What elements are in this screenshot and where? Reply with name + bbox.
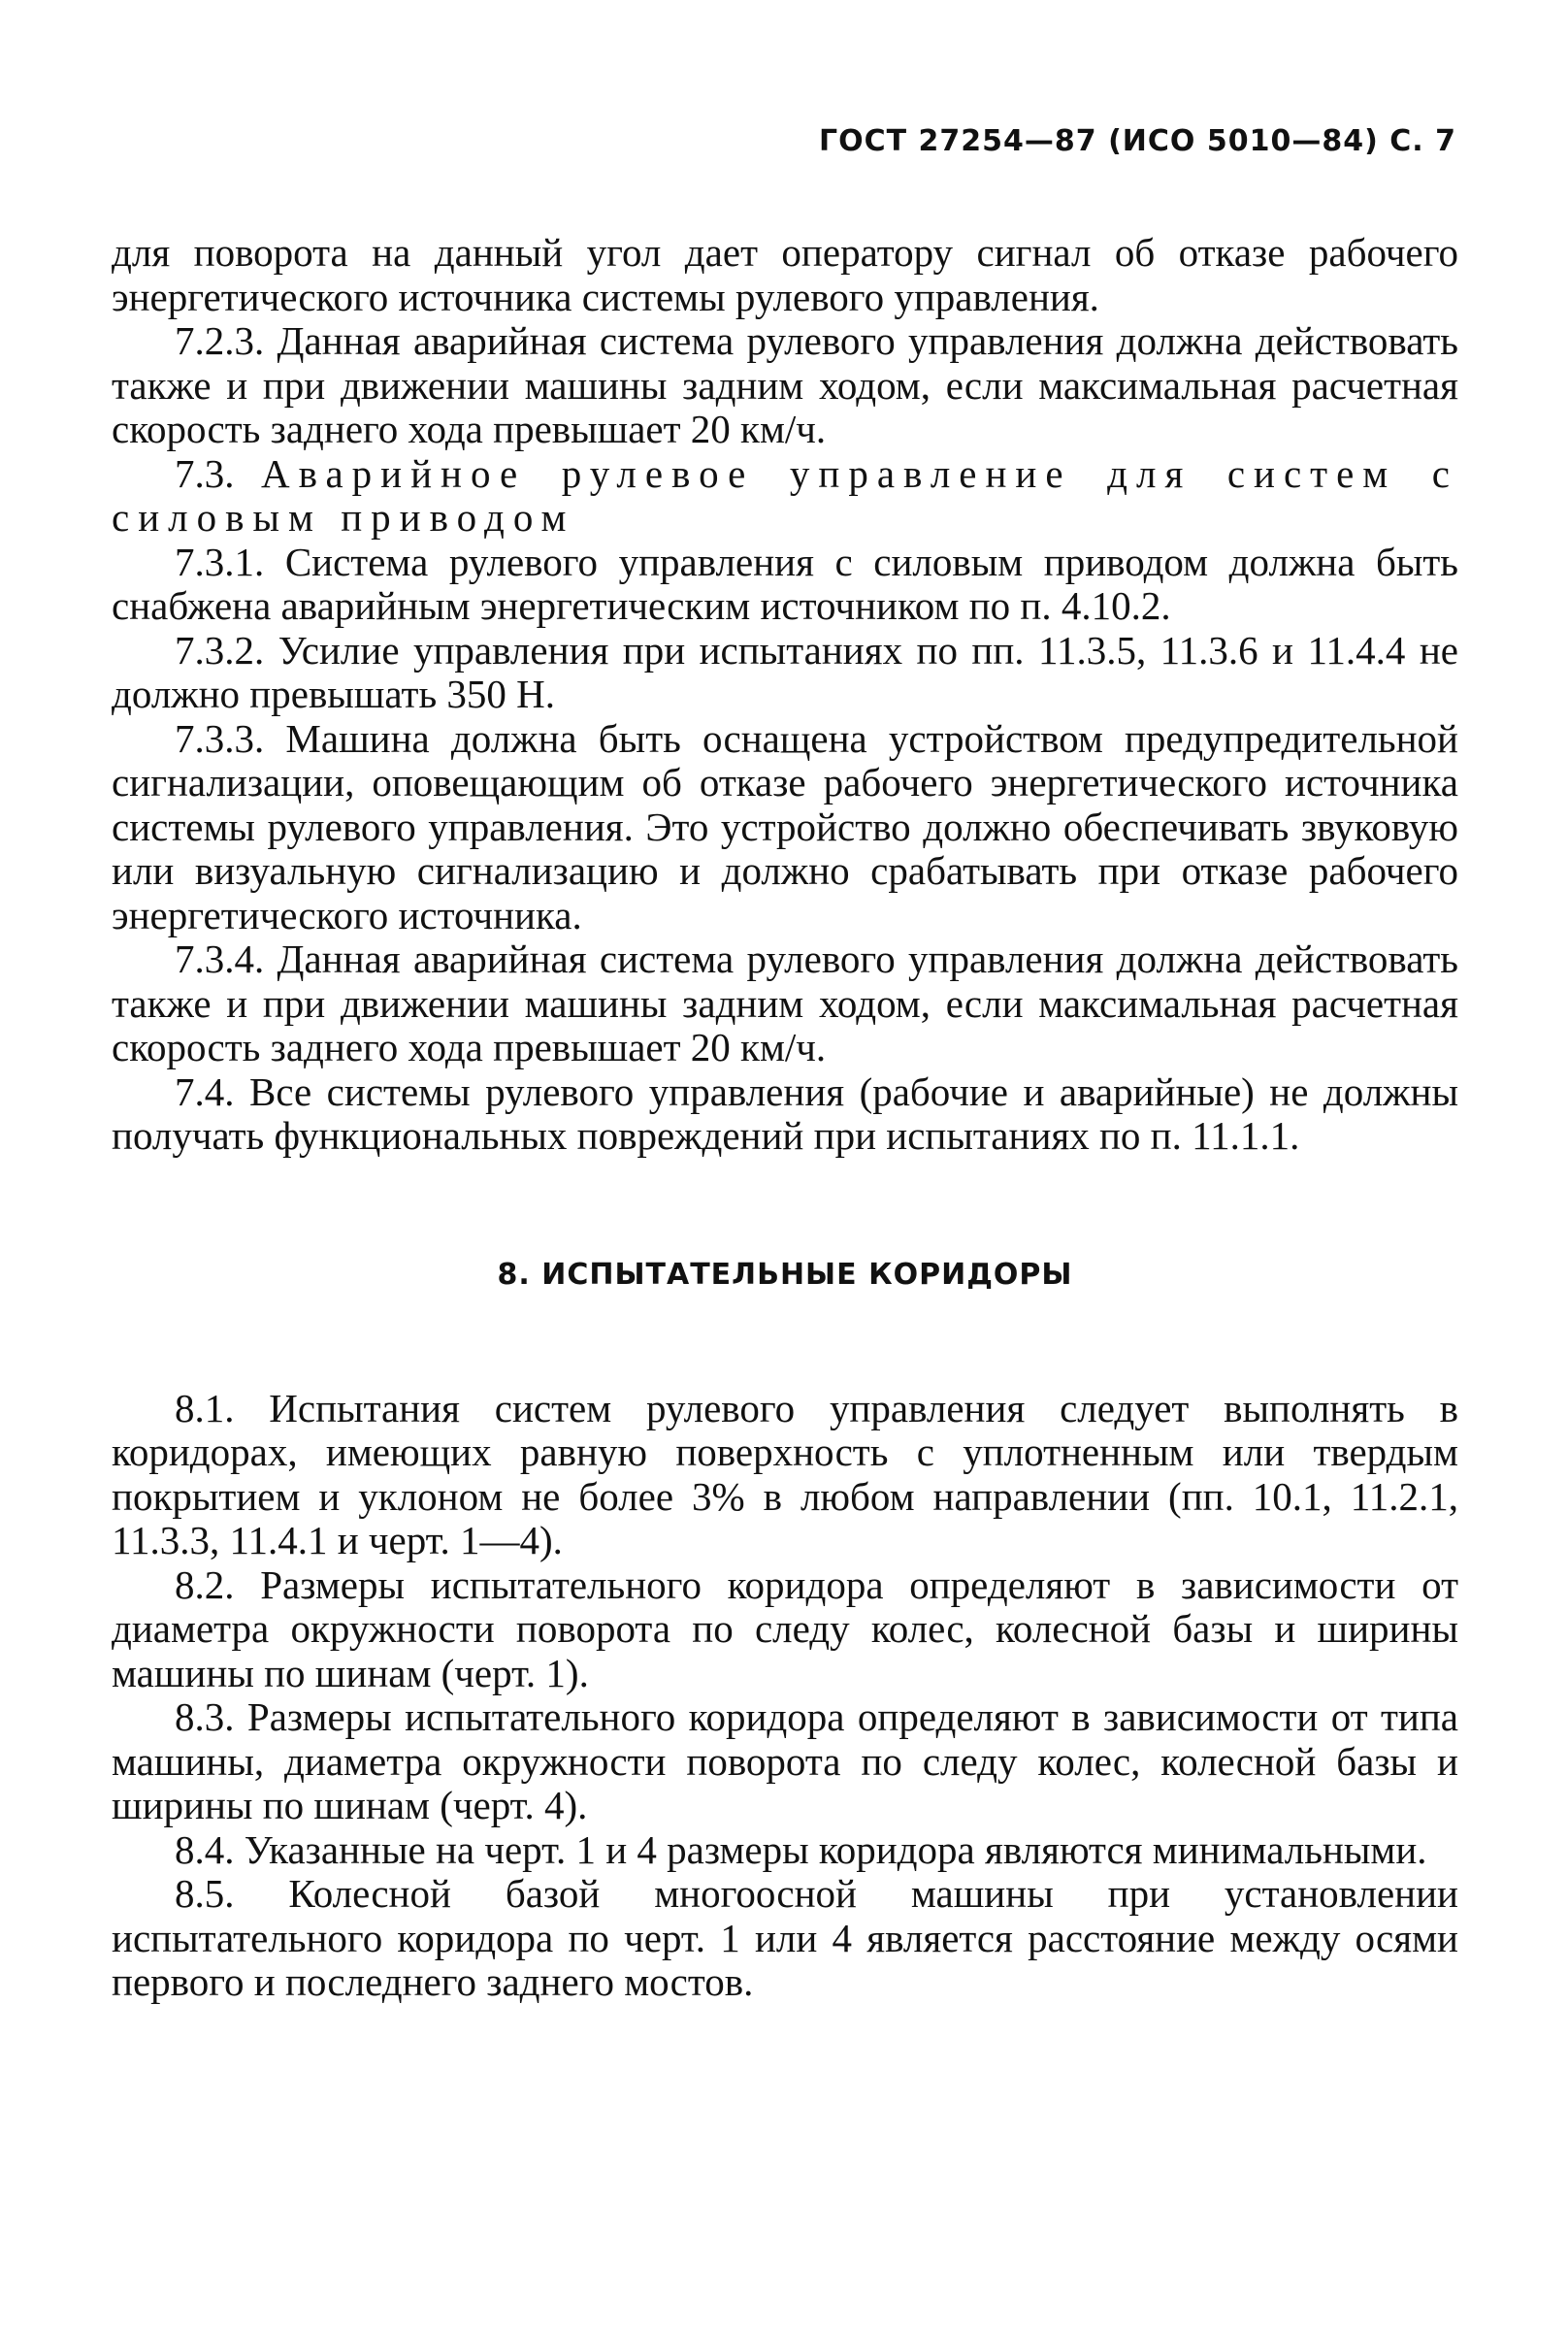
paragraph-8-5: 8.5. Колесной базой многоосной машины при установлении испытательного коридора по черт. 1 или 4 является расстояние между осями первого и последнего заднего мостов.: [112, 1871, 1458, 2004]
section-8-heading: 8. ИСПЫТАТЕЛЬНЫЕ КОРИДОРЫ: [497, 1257, 1073, 1292]
paragraph-7-3-2: 7.3.2. Усилие управления при испытаниях по пп. 11.3.5, 11.3.6 и 11.4.4 не должно превышать 350 Н.: [112, 627, 1458, 716]
paragraph-7-3: [112, 452, 1458, 541]
paragraph-7-2-2-continuation: для поворота на данный угол дает оператору сигнал об отказе рабочего энергетического источника системы рулевого управления.: [112, 230, 1458, 319]
paragraph-8-1: 8.1. Испытания систем рулевого управления следует выполнять в коридорах, имеющих равную поверхность с уплотненным или твердым покрытием и уклоном не более 3% в любом направлении (пп. 10.1, 11.2.1, 11.3.3, 11.4.1 и черт. 1—4).: [112, 1385, 1458, 1562]
clause-title-7-3: Аварийное рулевое управление для систем с силовым приводом: [112, 450, 1458, 540]
clause-number-7-3: 7.3.: [175, 450, 235, 496]
paragraph-8-2: 8.2. Размеры испытательного коридора определяют в зависимости от диаметра окружности поворота по следу колес, колесной базы и ширины машины по шинам (черт. 1).: [112, 1561, 1458, 1695]
paragraph-7-2-3: 7.2.3. Данная аварийная система рулевого управления должна действовать также и при движении машины задним ходом, если максимальная расчетная скорость заднего хода превышает 20 км/ч.: [112, 318, 1458, 451]
paragraph-7-3-1: 7.3.1. Система рулевого управления с силовым приводом должна быть снабжена аварийным энергетическим источником по п. 4.10.2.: [112, 539, 1458, 628]
paragraph-7-3-4: 7.3.4. Данная аварийная система рулевого управления должна действовать также и при движении машины задним ходом, если максимальная расчетная скорость заднего хода превышает 20 км/ч.: [112, 936, 1458, 1069]
running-header: ГОСТ 27254—87 (ИСО 5010—84) С. 7: [818, 124, 1456, 158]
paragraph-8-4: 8.4. Указанные на черт. 1 и 4 размеры коридора являются минимальными.: [175, 1826, 1427, 1872]
paragraph-7-4: 7.4. Все системы рулевого управления (рабочие и аварийные) не должны получать функциональных повреждений при испытаниях по п. 11.1.1.: [112, 1068, 1458, 1158]
paragraph-8-3: 8.3. Размеры испытательного коридора определяют в зависимости от типа машины, диаметра окружности поворота по следу колес, колесной базы и ширины по шинам (черт. 4).: [112, 1694, 1458, 1827]
paragraph-7-3-3: 7.3.3. Машина должна быть оснащена устройством предупредительной сигнализации, оповещающим об отказе рабочего энергетического источника системы рулевого управления. Это устройство должно обеспечивать звуковую или визуальную сигнализацию и должно срабатывать при отказе рабочего энергетического источника.: [112, 715, 1458, 937]
document-body: [112, 231, 1458, 2005]
